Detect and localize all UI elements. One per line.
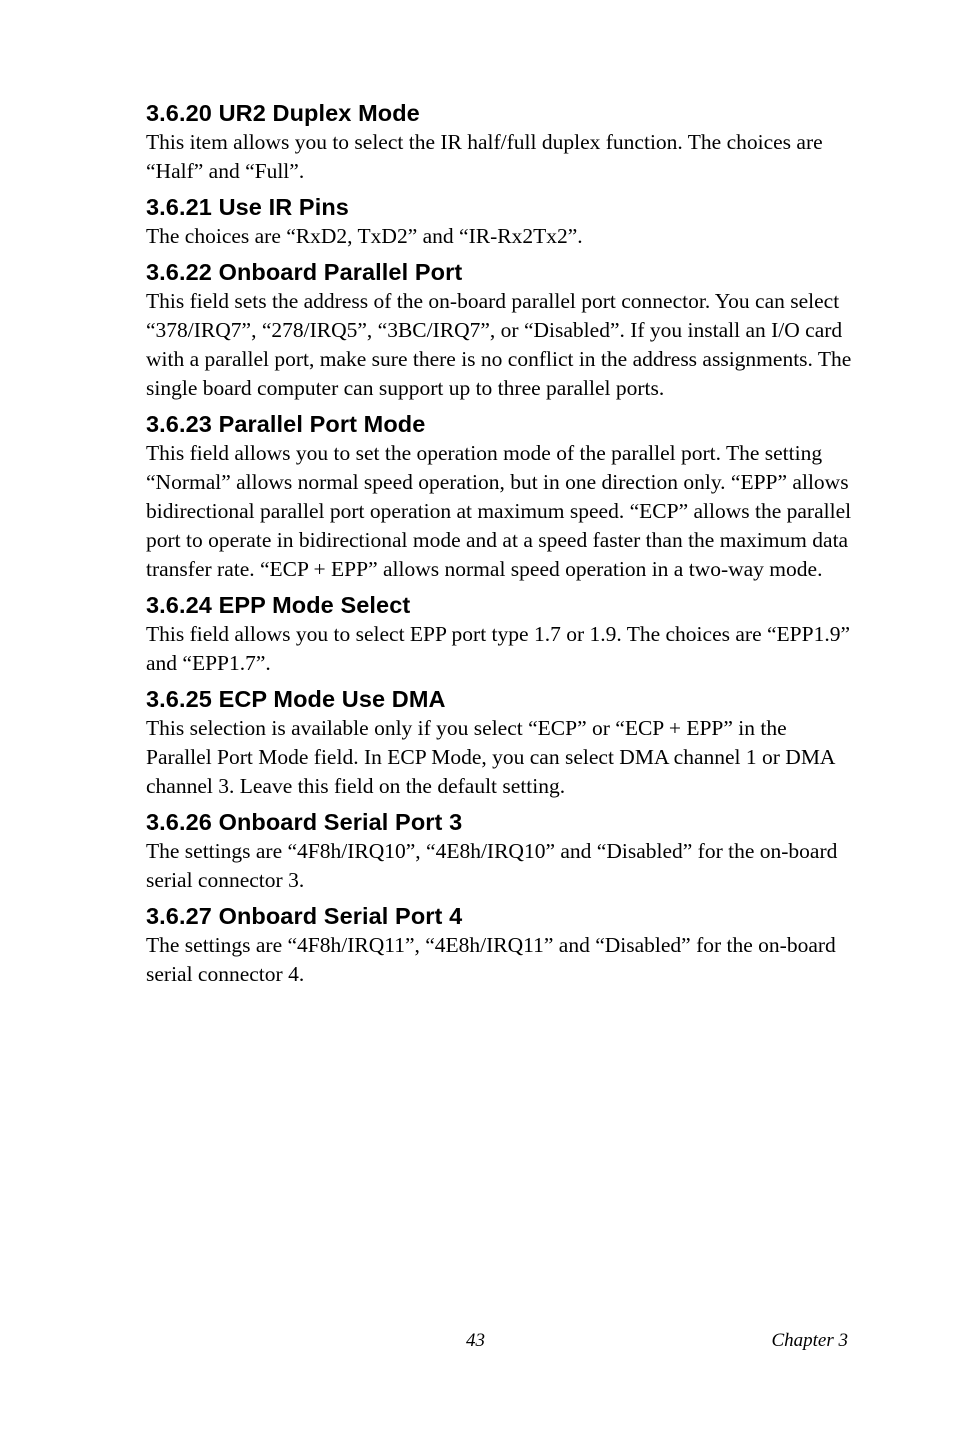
section-heading: 3.6.20 UR2 Duplex Mode [146, 100, 420, 126]
section-3-6-21 [146, 192, 852, 251]
section-paragraph: This field allows you to set the operation mode of the parallel port. The setting “Normal” allows normal speed operation, but in one direction only. “EPP” allows bidirectional parallel port operation at maximum speed. “ECP” allows the parallel port to operate in bidirectional mode and at a speed faster than the maximum data transfer rate. “ECP + EPP” allows normal speed operation in a two-way mode. [146, 441, 852, 581]
page-number: 43 [466, 1330, 485, 1351]
section-paragraph: The settings are “4F8h/IRQ11”, “4E8h/IRQ11” and “Disabled” for the on-board serial connector 4. [146, 933, 836, 986]
section-3-6-26 [146, 807, 852, 895]
section-heading: 3.6.27 Onboard Serial Port 4 [146, 903, 463, 929]
section-paragraph: This selection is available only if you select “ECP” or “ECP + EPP” in the Parallel Port Mode field. In ECP Mode, you can select DMA channel 1 or DMA channel 3. Leave this field on the default setting. [146, 716, 835, 798]
section-paragraph: The choices are “RxD2, TxD2” and “IR-Rx2Tx2”. [146, 224, 583, 248]
document-body [146, 98, 852, 995]
section-heading: 3.6.24 EPP Mode Select [146, 592, 411, 618]
section-3-6-25 [146, 684, 852, 801]
section-paragraph: This field allows you to select EPP port type 1.7 or 1.9. The choices are “EPP1.9” and “EPP1.7”. [146, 622, 850, 675]
chapter-label: Chapter 3 [771, 1330, 848, 1351]
section-heading: 3.6.22 Onboard Parallel Port [146, 259, 463, 285]
section-heading: 3.6.23 Parallel Port Mode [146, 411, 426, 437]
section-3-6-24 [146, 590, 852, 678]
section-paragraph: The settings are “4F8h/IRQ10”, “4E8h/IRQ10” and “Disabled” for the on-board serial connector 3. [146, 839, 838, 892]
section-3-6-27 [146, 901, 852, 989]
section-paragraph: This field sets the address of the on-board parallel port connector. You can select “378/IRQ7”, “278/IRQ5”, “3BC/IRQ7”, or “Disabled”. If you install an I/O card with a parallel port, make sure there is no conflict in the address assignments. The single board computer can support up to three parallel ports. [146, 289, 852, 400]
section-heading: 3.6.26 Onboard Serial Port 3 [146, 809, 463, 835]
section-3-6-22 [146, 257, 852, 403]
section-heading: 3.6.25 ECP Mode Use DMA [146, 686, 446, 712]
section-3-6-20 [146, 98, 852, 186]
section-paragraph: This item allows you to select the IR half/full duplex function. The choices are “Half” and “Full”. [146, 130, 823, 183]
section-heading: 3.6.21 Use IR Pins [146, 194, 349, 220]
section-3-6-23 [146, 409, 852, 584]
